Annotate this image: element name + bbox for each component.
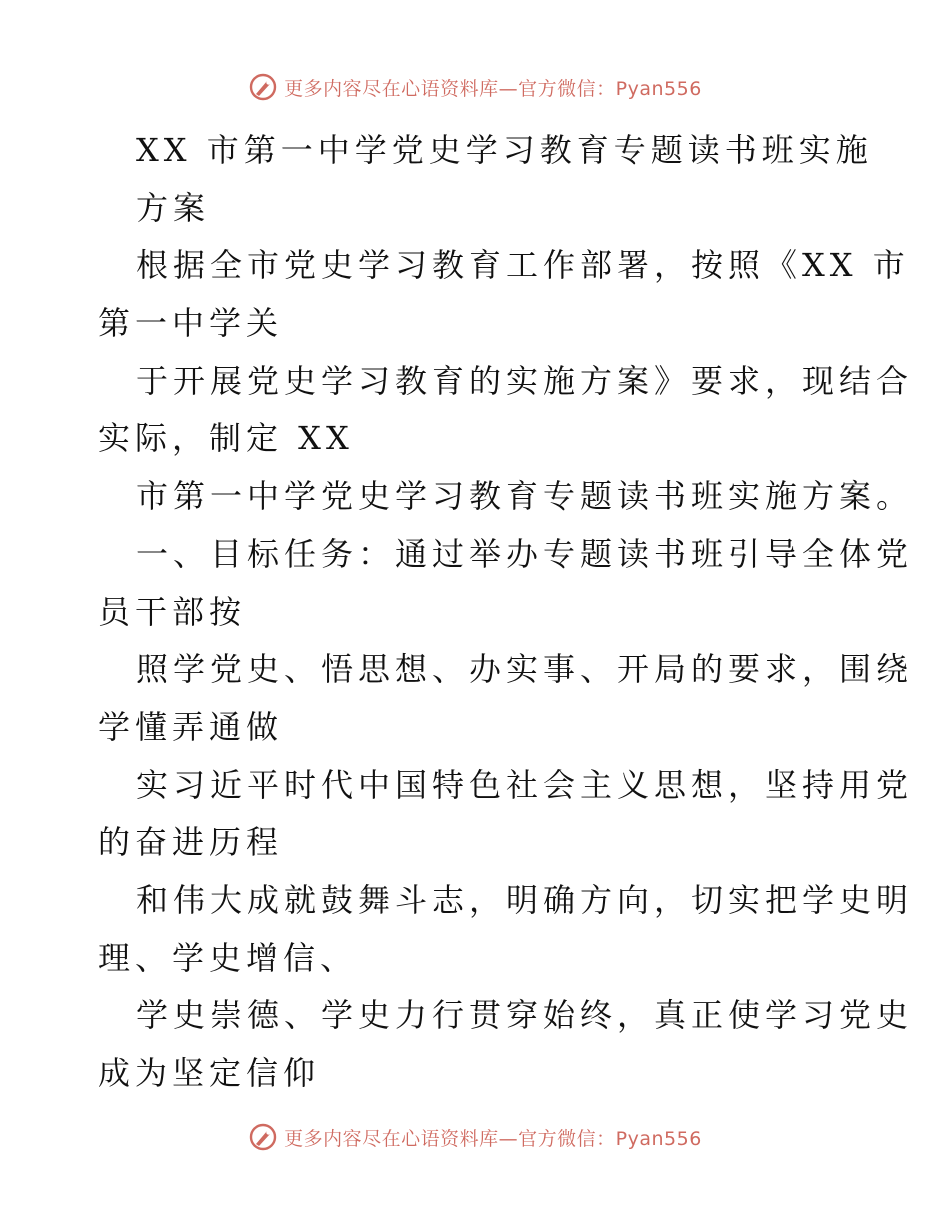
pen-nib-logo-icon	[248, 1122, 278, 1152]
document-text-line: 照学党史、悟思想、办实事、开局的要求，围绕	[136, 650, 914, 689]
document-body	[98, 122, 914, 1103]
document-text-line: 第一中学关	[98, 304, 284, 343]
pen-nib-logo-icon	[248, 72, 278, 102]
document-text-line: 根据全市党史学习教育工作部署，按照《XX 市	[136, 246, 910, 285]
document-text-line: 学懂弄通做	[98, 707, 284, 746]
document-text-line: 的奋进历程	[98, 823, 284, 862]
watermark-footer	[0, 1122, 950, 1152]
document-text-line: 方案	[136, 188, 211, 227]
document-text-line: 于开展党史学习教育的实施方案》要求，现结合	[136, 361, 914, 400]
watermark-header	[0, 72, 950, 102]
document-text-line: 实习近平时代中国特色社会主义思想，坚持用党	[136, 765, 914, 804]
document-text-line: 实际，制定 XX	[98, 419, 354, 458]
document-text-line: 成为坚定信仰	[98, 1054, 321, 1092]
watermark-text: 更多内容尽在心语资料库—官方微信：Pyan556	[284, 1127, 702, 1150]
document-text-line: 和伟大成就鼓舞斗志，明确方向，切实把学史明	[136, 880, 914, 919]
document-text-line: 学史崇德、学史力行贯穿始终，真正使学习党史	[136, 996, 914, 1035]
watermark-text: 更多内容尽在心语资料库—官方微信：Pyan556	[284, 77, 702, 100]
document-title-line: XX 市第一中学党史学习教育专题读书班实施	[136, 131, 873, 169]
document-text-line: 市第一中学党史学习教育专题读书班实施方案。	[136, 477, 914, 516]
document-text-line: 一、目标任务：通过举办专题读书班引导全体党	[136, 534, 914, 573]
document-text-line: 理、学史增信、	[98, 938, 358, 977]
document-text-line: 员干部按	[98, 592, 247, 631]
